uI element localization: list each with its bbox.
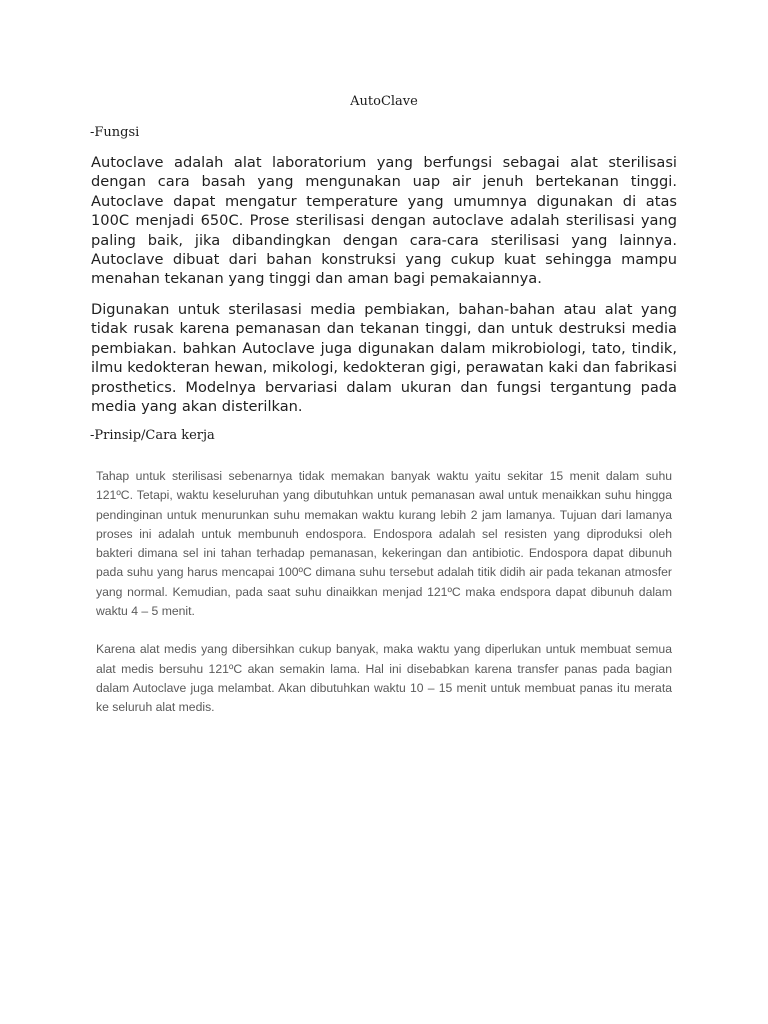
- document-title: AutoClave: [350, 94, 418, 109]
- image-paragraph-1: Tahap untuk sterilisasi sebenarnya tidak memakan banyak waktu yaitu sekitar 15 menit dalam suhu 121ºC. Tetapi, waktu keseluruhan yang dibutuhkan untuk pemanasan awal untuk menaikkan suhu hingga pendinginan untuk menurunkan suhu memakan waktu kurang lebih 2 jam lamanya. Tujuan dari lamanya proses ini adalah untuk membunuh endospora. Endospora adalah sel resisten yang diproduksi oleh bakteri dimana sel ini tahan terhadap pemanasan, kekeringan dan antibiotic. Endospora dapat dibunuh pada suhu yang harus mencapai 100ºC dimana suhu tersebut adalah titik didih air pada tekanan atmosfer yang normal. Kemudian, pada saat suhu dinaikkan menjad 121ºC maka endspora dapat dibunuh dalam waktu 4 – 5 menit.: [96, 469, 672, 619]
- section-heading-prinsip: -Prinsip/Cara kerja: [90, 428, 215, 443]
- image-paragraph-2: Karena alat medis yang dibersihkan cukup banyak, maka waktu yang diperlukan untuk membuat semua alat medis bersuhu 121ºC akan semakin lama. Hal ini disebabkan karena transfer panas pada bagian dalam Autoclave juga melambat. Akan dibutuhkan waktu 10 – 15 menit untuk membuat panas itu merata ke seluruh alat medis.: [96, 642, 672, 715]
- section-heading-fungsi: -Fungsi: [90, 125, 140, 140]
- paragraph-fungsi-2: Digunakan untuk sterilasasi media pembiakan, bahan-bahan atau alat yang tidak rusak karena pemanasan dan tekanan tinggi, dan untuk destruksi media pembiakan. bahkan Autoclave juga digunakan dalam mikrobiologi, tato, tindik, ilmu kedokteran hewan, mikologi, kedokteran gigi, perawatan kaki dan fabrikasi prosthetics. Modelnya bervariasi dalam ukuran dan fungsi tergantung pada media yang akan disterilkan.: [91, 301, 677, 416]
- paragraph-fungsi-1: Autoclave adalah alat laboratorium yang berfungsi sebagai alat sterilisasi dengan cara basah yang mengunakan uap air jenuh bertekanan tinggi. Autoclave dapat mengatur temperature yang umumnya digunakan di atas 100C menjadi 650C. Prose sterilisasi dengan autoclave adalah sterilisasi yang paling baik, jika dibandingkan dengan cara-cara sterilisasi yang lainnya. Autoclave dibuat dari bahan konstruksi yang cukup kuat sehingga mampu menahan tekanan yang tinggi dan aman bagi pemakaiannya.: [91, 154, 677, 288]
- embedded-text-image: [96, 467, 672, 718]
